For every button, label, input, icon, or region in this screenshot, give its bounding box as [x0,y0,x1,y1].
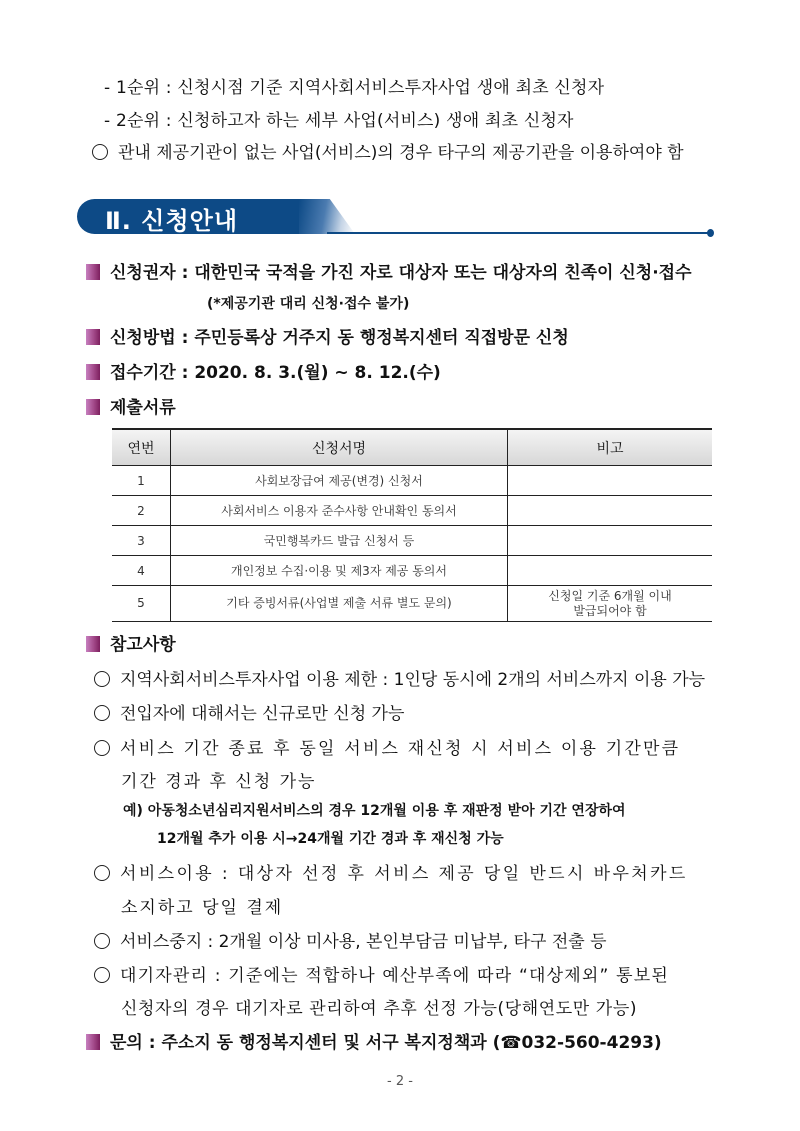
applicant-text: 신청권자 : 대한민국 국적을 가진 자로 대상자 또는 대상자의 친족이 신청·접수 [110,263,692,283]
applicant-note: (*제공기관 대리 신청·접수 불가) [207,296,410,312]
section-banner [77,199,717,239]
info-period [86,358,441,383]
circle-bullet-icon [94,740,110,756]
circle-bullet-icon [92,144,108,160]
note-item [94,734,680,759]
note-text: 서비스 기간 종료 후 동일 서비스 재신청 시 서비스 이용 기간만큼 [120,739,681,759]
notes-heading [86,630,176,655]
info-documents-heading [86,393,176,418]
cell-no: 1 [112,466,171,496]
note-item [94,859,688,884]
cell-no: 5 [112,586,171,622]
priority-2: - 2순위 : 신청하고자 하는 세부 사업(서비스) 생애 최초 신청자 [104,111,574,131]
cell-remark [508,586,713,622]
banner-dot-icon [707,229,714,237]
cell-name: 개인정보 수집·이용 및 제3자 제공 동의서 [171,556,508,586]
cell-no: 2 [112,496,171,526]
banner-rule [327,232,709,234]
info-applicant [86,258,692,283]
note-continuation: 신청자의 경우 대기자로 관리하여 추후 선정 가능(당해연도만 가능) [121,999,638,1019]
header-remark: 비고 [508,429,713,466]
header-no: 연번 [112,429,171,466]
section-title: Ⅱ. 신청안내 [105,207,239,235]
table-row [112,466,712,496]
note-item [94,961,669,986]
banner-fade [299,199,355,234]
square-bullet-icon [86,636,100,652]
cell-remark [508,466,713,496]
note-example-cont: 12개월 추가 이용 시→24개월 기간 경과 후 재신청 가능 [157,831,504,847]
remark-line-1: 신청일 기준 6개월 이내 [548,588,672,603]
circle-bullet-icon [94,865,110,881]
note-item [94,699,404,724]
note-item [94,665,705,690]
circle-bullet-icon [94,671,110,687]
note-text: 서비스중지 : 2개월 이상 미사용, 본인부담금 미납부, 타구 전출 등 [120,932,607,952]
cell-remark [508,496,713,526]
contact-text: 문의 : 주소지 동 행정복지센터 및 서구 복지정책과 (☎032-560-4293) [110,1033,662,1053]
priority-1: - 1순위 : 신청시점 기준 지역사회서비스투자사업 생애 최초 신청자 [104,78,605,98]
note-text: 전입자에 대해서는 신규로만 신청 가능 [120,704,405,724]
circle-bullet-icon [94,933,110,949]
cell-no: 3 [112,526,171,556]
page-number: - 2 - [387,1074,413,1089]
note-continuation: 소지하고 당일 결제 [121,898,284,918]
square-bullet-icon [86,264,100,280]
square-bullet-icon [86,1034,100,1050]
cell-remark [508,556,713,586]
note-item [94,927,607,952]
square-bullet-icon [86,329,100,345]
note-text: 대기자관리 : 기준에는 적합하나 예산부족에 따라 “대상제외” 통보된 [120,966,669,986]
priority-note [92,138,684,163]
documents-table [112,428,712,622]
priority-note-text: 관내 제공기관이 없는 사업(서비스)의 경우 타구의 제공기관을 이용하여야 함 [118,143,684,163]
square-bullet-icon [86,364,100,380]
table-row [112,496,712,526]
cell-no: 4 [112,556,171,586]
header-name: 신청서명 [171,429,508,466]
contact-line [86,1028,662,1053]
info-method [86,323,569,348]
cell-name: 국민행복카드 발급 신청서 등 [171,526,508,556]
cell-remark [508,526,713,556]
documents-heading-text: 제출서류 [110,398,176,418]
notes-heading-text: 참고사항 [110,635,176,655]
table-row [112,556,712,586]
circle-bullet-icon [94,967,110,983]
table-row [112,586,712,622]
cell-name: 사회서비스 이용자 준수사항 안내확인 동의서 [171,496,508,526]
note-continuation: 기간 경과 후 신청 가능 [121,772,317,792]
cell-name: 기타 증빙서류(사업별 제출 서류 별도 문의) [171,586,508,622]
cell-name: 사회보장급여 제공(변경) 신청서 [171,466,508,496]
table-header-row [112,429,712,466]
method-text: 신청방법 : 주민등록상 거주지 동 행정복지센터 직접방문 신청 [110,328,569,348]
note-text: 서비스이용 : 대상자 선정 후 서비스 제공 당일 반드시 바우처카드 [120,864,688,884]
square-bullet-icon [86,399,100,415]
note-text: 지역사회서비스투자사업 이용 제한 : 1인당 동시에 2개의 서비스까지 이용 가능 [120,670,706,690]
period-text: 접수기간 : 2020. 8. 3.(월) ~ 8. 12.(수) [110,363,441,383]
note-example: 예) 아동청소년심리지원서비스의 경우 12개월 이용 후 재판정 받아 기간 연장하여 [123,803,626,819]
remark-line-2: 발급되어야 함 [573,603,647,618]
circle-bullet-icon [94,705,110,721]
table-row [112,526,712,556]
